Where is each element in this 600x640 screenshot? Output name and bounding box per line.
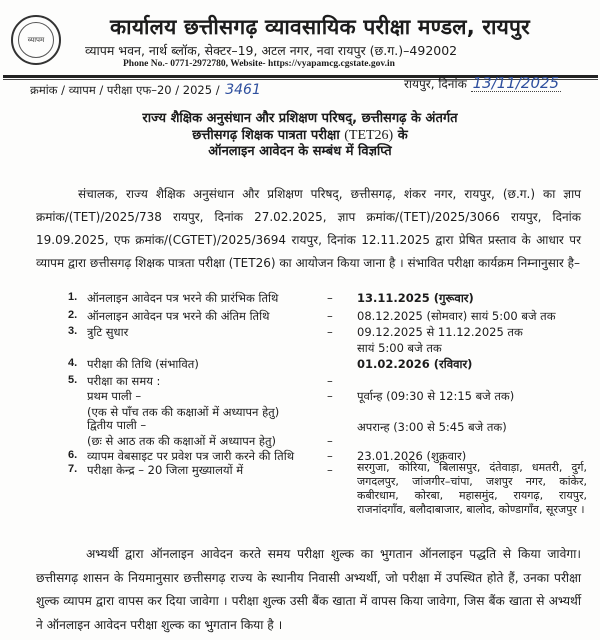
item-label: त्रुटि सुधार	[87, 325, 129, 339]
item-dash: –	[327, 325, 333, 339]
exam-centers-list: सरगुजा, कोरिया, बिलासपुर, दंतेवाड़ा, धमतरी, दुर्ग, जगदलपुर, जांजगीर–चांपा, जशपुर नगर, कांकेर, कबीरधाम, कोरबा, महासमुंद, रायगढ़, रायपुर, राजनांदगाँव, बलौदाबाजार, बालोद, कोण्डागाँव, सूरजपुर ।	[357, 461, 587, 516]
reference-number	[30, 82, 261, 98]
item-number: 6.	[68, 449, 78, 461]
item-number: 2.	[68, 309, 78, 321]
notice-subject	[0, 111, 600, 161]
date-label: रायपुर, दिनांक	[404, 77, 467, 91]
emblem-inner: व्यापम	[18, 22, 54, 58]
date-field	[471, 74, 561, 92]
item-value-2: सायं 5:00 बजे तक	[357, 341, 442, 355]
item-number: 3.	[68, 325, 78, 337]
shift-1-label: प्रथम पाली –	[87, 389, 142, 403]
item-label: व्यापम वेबसाइट पर प्रवेश पत्र जारी करने की तिथि	[87, 449, 295, 463]
subject-line-2	[0, 128, 600, 145]
subject-line-2-tet: (TET26)	[344, 127, 394, 143]
issue-date	[404, 74, 561, 92]
subject-line-2-c: के	[397, 127, 408, 143]
item-dash: –	[327, 434, 333, 448]
item-dash: –	[327, 309, 333, 323]
shift-2-note-text: (छः से आठ तक की कक्षाओं में अध्यापन हेतु)	[87, 434, 277, 448]
item-dash: –	[327, 463, 333, 477]
shift-1-note-text: (एक से पाँच तक की कक्षाओं में अध्यापन हेतु)	[87, 405, 280, 419]
office-address: व्यापम भवन, नार्थ ब्लॉक, सेक्टर–19, अटल नगर, नवा रायपुर (छ.ग.)–492002	[85, 43, 458, 58]
reference-prefix: क्रमांक / व्यापम / परीक्षा एफ–20 / 2025 /	[30, 83, 220, 97]
item-dash: –	[327, 374, 333, 388]
date-handwritten: 13/11/2025	[472, 74, 560, 92]
item-number: 1.	[68, 291, 78, 303]
subject-line-3: ऑनलाइन आवेदन के सम्बंध में विज्ञप्ति	[208, 144, 392, 159]
shift-2-label: द्वितीय पाली –	[87, 418, 147, 432]
office-contact: Phone No.- 0771-2972780, Website- https://vyapamcg.cgstate.gov.in	[123, 59, 395, 69]
item-label: परीक्षा का समय :	[87, 374, 161, 388]
item-number: 5.	[68, 374, 78, 386]
intro-paragraph: संचालक, राज्य शैक्षिक अनुसंधान और प्रशिक्षण परिषद्, छत्तीसगढ़, शंकर नगर, रायपुर, (छ.ग.) का ज्ञाप क्रमांक/(TET)/2025/738 रायपुर, दिनांक 27.02.2025, ज्ञाप क्रमांक/(TET)/2025/3066 रायपुर, दिनांक 19.09.2025, एफ क्रमांक/(CGTET)/2025/3694 रायपुर, दिनांक 12.11.2025 द्वारा प्रेषित प्रस्ताव के आधार पर व्यापम द्वारा छत्तीसगढ़ शिक्षक पात्रता परीक्षा (TET26) का आयोजन किया जाना है । संभावित परीक्षा कार्यक्रम निम्नानुसार है–	[36, 187, 581, 270]
subject-line-1: राज्य शैक्षिक अनुसंधान और प्रशिक्षण परिषद्, छत्तीसगढ़ के अंतर्गत	[142, 111, 458, 126]
item-number: 7.	[68, 463, 78, 475]
item-label: परीक्षा केन्द्र – 20 जिला मुख्यालयों में	[87, 463, 244, 477]
subject-line-2-a: छत्तीसगढ़ शिक्षक पात्रता परीक्षा	[192, 127, 340, 143]
item-value: 01.02.2026 (रविवार)	[357, 357, 473, 371]
reference-handwritten-number: 3461	[225, 82, 261, 98]
fee-paragraph: अभ्यर्थी द्वारा ऑनलाइन आवेदन करते समय परीक्षा शुल्क का भुगतान ऑनलाइन पद्धति से किया जावेगा। छत्तीसगढ़ शासन के नियमानुसार छत्तीसगढ़ राज्य के स्थानीय निवासी अभ्यर्थी, जो परीक्षा में उपस्थित होते हैं, उनका परीक्षा शुल्क व्यापम द्वारा वापस कर दिया जावेगा । परीक्षा शुल्क उसी बैंक खाता में वापस किया जावेगा, जिस बैंक खाता से अभ्यर्थी ने ऑनलाइन आवेदन परीक्षा शुल्क का भुगतान किया है ।	[36, 547, 581, 632]
shift-1-value: पूर्वान्ह (09:30 से 12:15 बजे तक)	[357, 389, 515, 403]
item-value: 08.12.2025 (सोमवार) सायं 5:00 बजे तक	[357, 309, 556, 323]
item-value: 13.11.2025 (गुरूवार)	[357, 291, 474, 305]
item-dash: –	[327, 291, 333, 305]
item-label: ऑनलाइन आवेदन पत्र भरने की अंतिम तिथि	[87, 309, 270, 323]
item-value: 23.01.2026 (शुक्रवार)	[357, 449, 467, 463]
shift-2-value: अपरान्ह (3:00 से 5:45 बजे तक)	[357, 420, 507, 434]
item-dash: –	[327, 389, 333, 403]
item-number: 4.	[68, 357, 78, 369]
item-label: ऑनलाइन आवेदन पत्र भरने की प्रारंभिक तिथि	[87, 291, 279, 305]
item-dash: –	[327, 449, 333, 463]
item-value: 09.12.2025 से 11.12.2025 तक	[357, 325, 523, 339]
item-label: परीक्षा की तिथि (संभावित)	[87, 357, 199, 371]
office-title: कार्यालय छत्तीसगढ़ व्यावसायिक परीक्षा मण्डल, रायपुर	[110, 15, 530, 39]
